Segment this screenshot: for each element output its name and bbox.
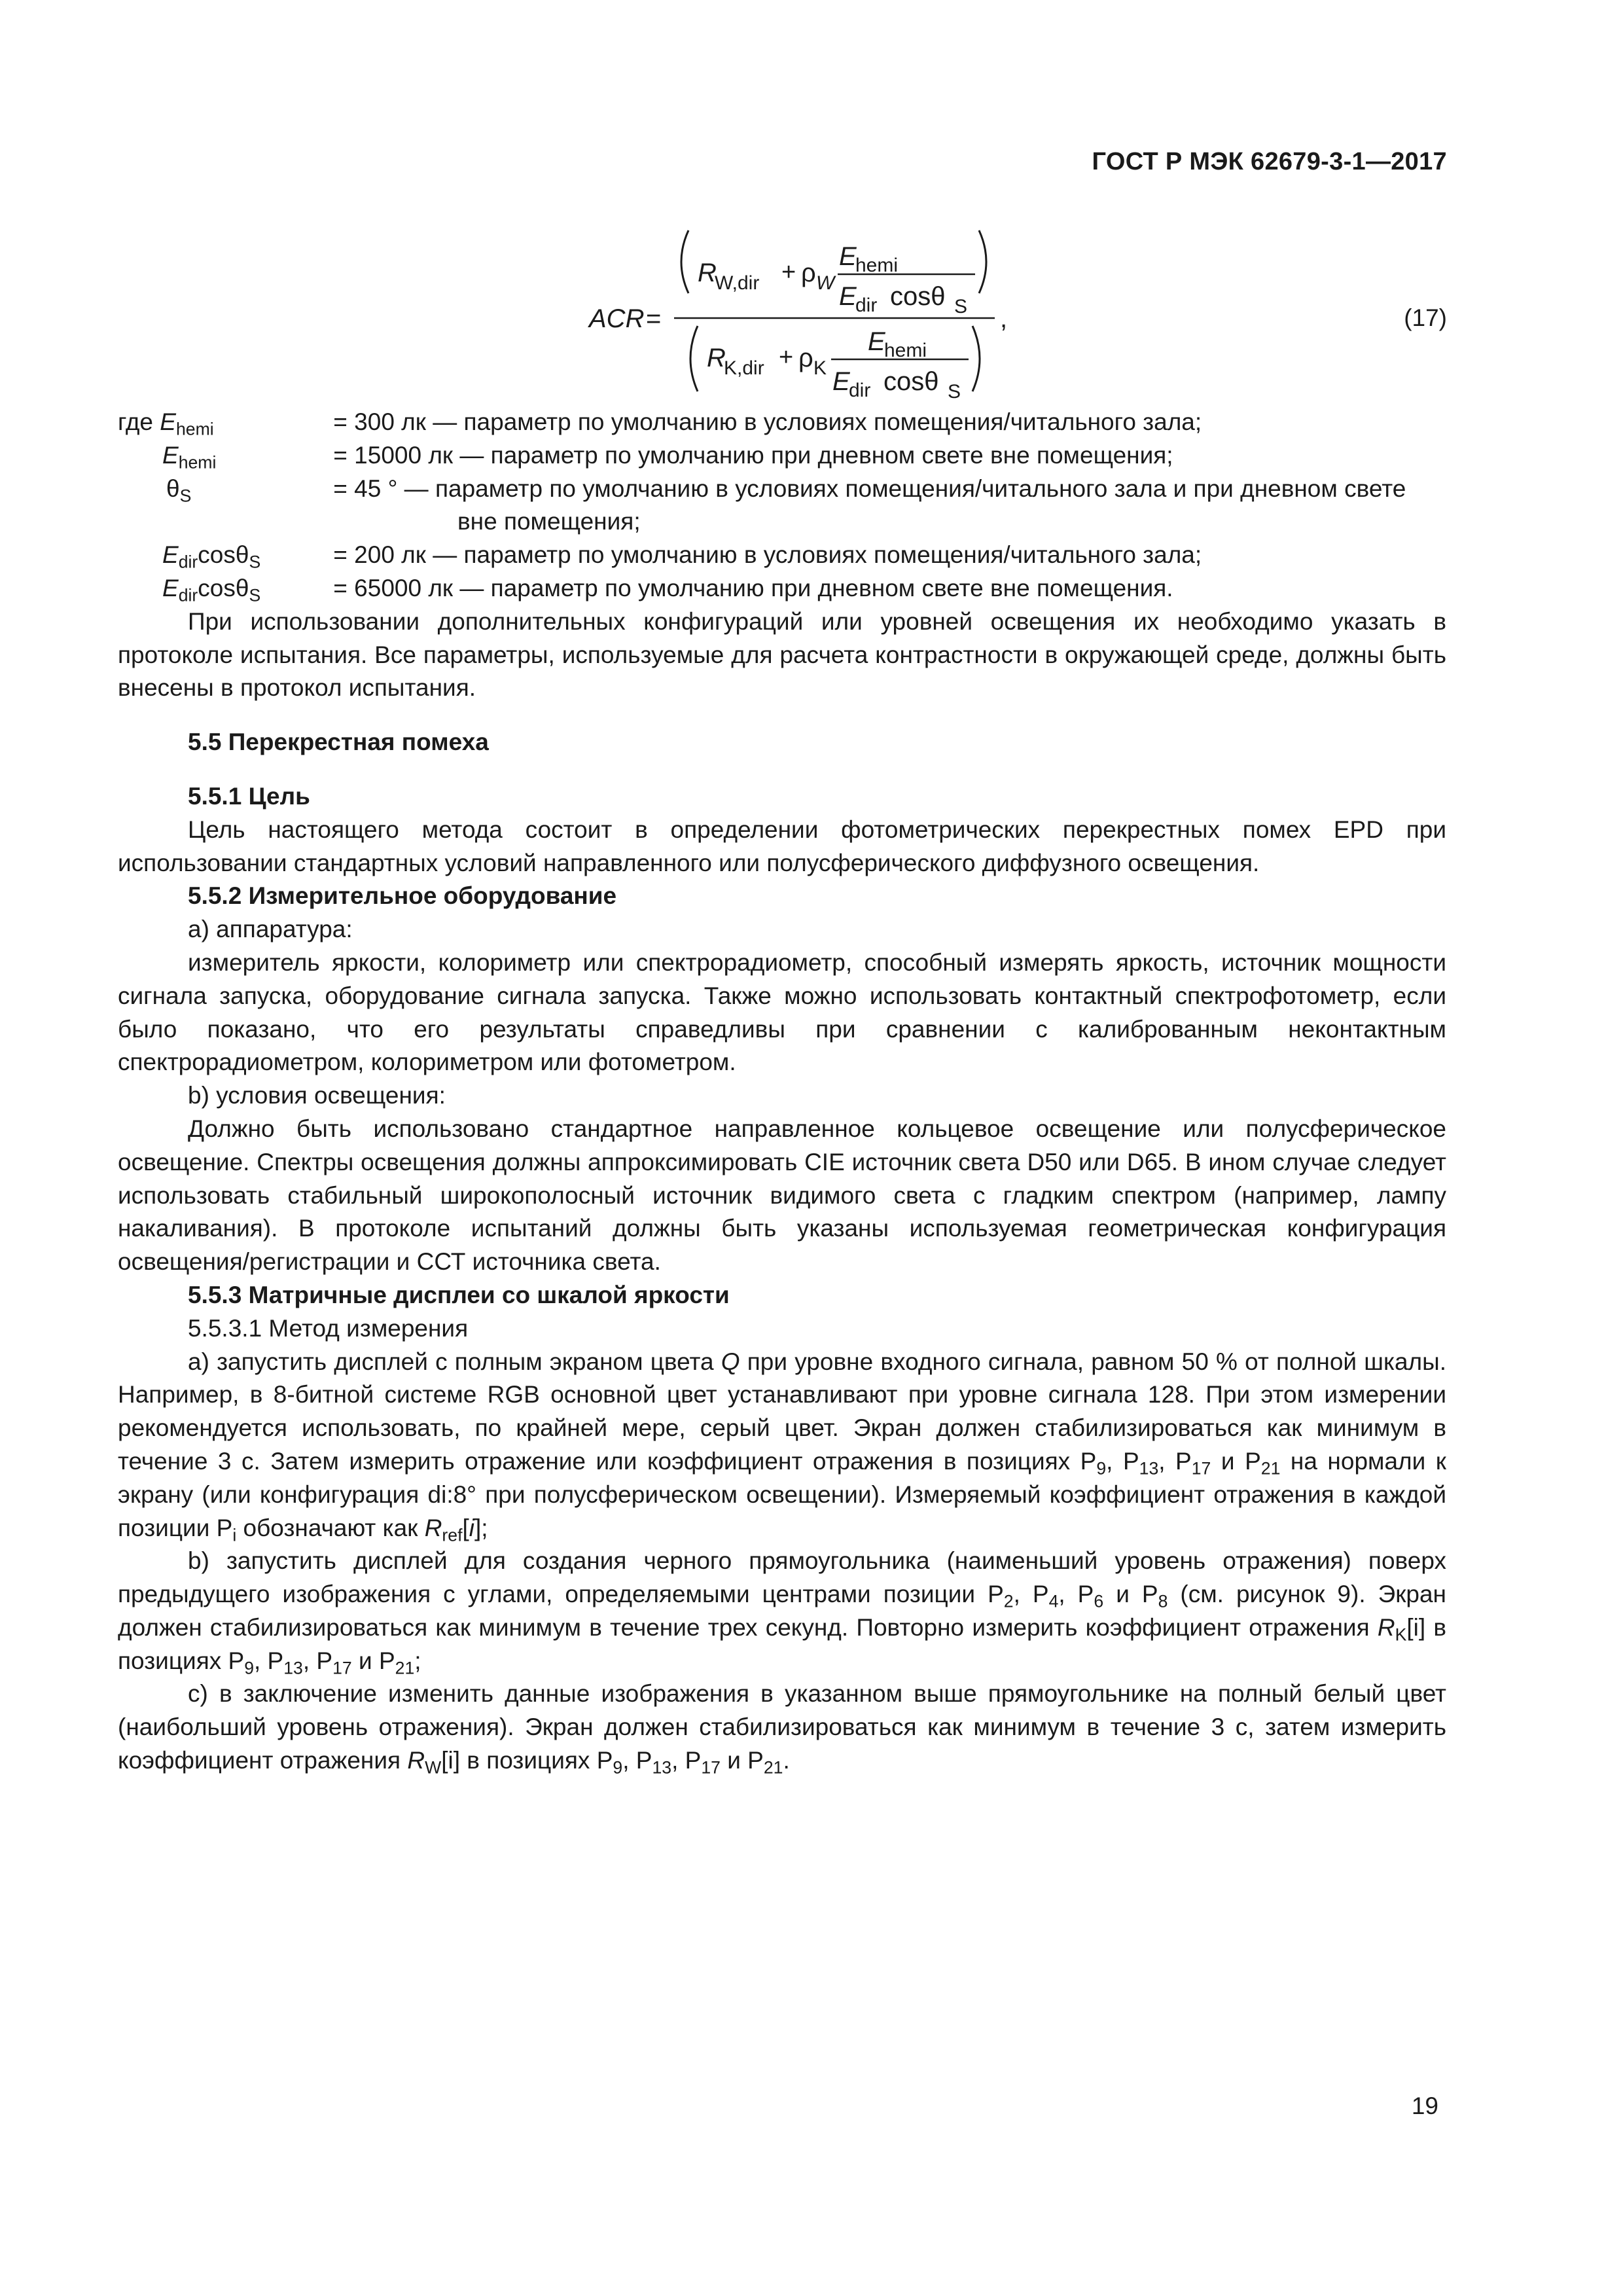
para-lighting: Должно быть использовано стандартное направленное кольцевое освещение или полусферическое освещение. Спектры освещения должны аппроксимировать CIE источник света D50 или D65. В ином случае следует использовать стабильный широкополосный источник видимого света с гладким спектром (например, лампу накаливания). В протоколе испытаний должны быть указаны используемая геометрическая конфигурация освещения/регистрации и ССТ источника света. — [118, 1115, 1446, 1276]
def-edir-indoor: $E_{dir}\cos\theta_S = 200$ лк — параметр по умолчанию в условиях помещения/читального зала; — [162, 541, 1202, 572]
num-frac-Edir-sub: dir — [855, 295, 878, 316]
den-rho: ρ — [798, 344, 813, 372]
item-a-apparatus: a) аппаратура: — [188, 916, 353, 943]
den-frac-cos-sub: S — [948, 381, 961, 403]
den-plus: + — [779, 344, 794, 371]
den-R: R — [707, 344, 726, 372]
num-R: R — [698, 259, 717, 287]
den-rho-sub: K — [813, 357, 827, 379]
den-R-sub: K,dir — [724, 357, 764, 379]
den-frac-cos: cosθ — [883, 367, 939, 396]
formula-comma: , — [1000, 304, 1008, 333]
body-text — [118, 406, 1446, 1778]
item-b-lighting: b) условия освещения: — [188, 1082, 446, 1109]
den-frac-E-sub: hemi — [884, 340, 927, 361]
num-frac-cos-sub: S — [954, 296, 968, 317]
num-frac-Edir: E — [839, 282, 857, 311]
num-R-sub: W,dir — [715, 272, 760, 294]
section-5-5-3-1-heading: 5.5.3.1 Метод измерения — [188, 1314, 469, 1342]
step-a: a) запустить дисплей с полным экраном цвета Q при уровне входного сигнала, равном 50 % от полной шкалы. Например, в 8-битной системе RGB основной цвет устанавливают при уровне сигнала 128. При этом измерении рекомендуется использовать, по крайней мере, серый цвет. Экран должен стабилизироваться как минимум в течение 3 с. Затем измерить отражение или коэффициент отражения в позициях $P_9$, $P_{13}$, $P_{17}$ и $P_{21}$ на нормали к экрану (или конфигурация di:8° при полусферическом освещении). Измеряемый коэффициент отражения в каждой позиции $P_i$ обозначают как $R_{ref}[i]$; — [118, 1348, 1446, 1545]
den-frac-Edir: E — [832, 367, 850, 396]
step-b: b) запустить дисплей для создания черного прямоугольника (наименьший уровень отражения) поверх предыдущего изображения с углами, определяемыми центрами позиции $P_2$, $P_4$, $P_6$ и $P_8$ (см. рисунок 9). Экран должен стабилизироваться как минимум в течение трех секунд. Повторно измерить коэффициент отражения $R_K[i]$ в позициях $P_9$, $P_{13}$, $P_{17}$ и $P_{21}$; — [118, 1547, 1446, 1678]
page-number: 19 — [1411, 2092, 1438, 2119]
num-left-paren — [681, 230, 688, 293]
para-goal: Цель настоящего метода состоит в определении фотометрических перекрестных помех EPD при использовании стандартных условий направленного или полусферического диффузного освещения. — [118, 816, 1446, 876]
section-5-5-2-heading: 5.5.2 Измерительное оборудование — [188, 882, 617, 910]
formula-equals: = — [646, 304, 662, 333]
den-right-paren — [972, 326, 980, 391]
equation-number: (17) — [1404, 304, 1447, 331]
section-5-5-3-heading: 5.5.3 Матричные дисплеи со шкалой яркости — [188, 1281, 730, 1308]
def-e-hemi-outdoor: $E_{hemi} = 15000$ лк — параметр по умолчанию при дневном свете вне помещения; — [162, 441, 1173, 473]
num-frac-E: E — [839, 242, 857, 271]
num-right-paren — [979, 230, 986, 293]
para-apparatus: измеритель яркости, колориметр или спектрорадиометр, способный измерять яркость, источник мощности сигнала запуска, оборудование сигнала запуска. Также можно использовать контактный спектрофотометр, если было показано, что его результаты справедливы при сравнении с калиброванным неконтактным спектрорадиометром, колориметром или фотометром. — [118, 948, 1446, 1076]
num-rho-sub: W — [816, 272, 835, 294]
section-5-5-1-heading: 5.5.1 Цель — [188, 782, 310, 810]
num-frac-E-sub: hemi — [855, 255, 899, 276]
def-edir-outdoor: $E_{dir}\cos\theta_S = 65000$ лк — параметр по умолчанию при дневном свете вне помещения. — [162, 574, 1173, 605]
def-e-hemi-indoor: где $E_{hemi} = 300$ лк — параметр по умолчанию в условиях помещения/читального зала; — [118, 408, 1202, 439]
num-frac-cos: cosθ — [890, 282, 946, 311]
formula-lhs: ACR — [589, 304, 645, 333]
num-plus: + — [781, 259, 796, 286]
section-5-5-heading: 5.5 Перекрестная помеха — [188, 728, 489, 756]
step-c: c) в заключение изменить данные изображения в указанном выше прямоугольнике на полный белый цвет (наибольший уровень отражения). Экран должен стабилизироваться как минимум в течение 3 с, затем измерить коэффициент отражения $R_W[i]$ в позициях $P_9$, $P_{13}$, $P_{17}$ и $P_{21}$. — [118, 1680, 1446, 1778]
den-left-paren — [690, 326, 698, 391]
num-rho: ρ — [801, 259, 816, 287]
acr-formula — [0, 0, 1623, 458]
den-frac-Edir-sub: dir — [849, 380, 871, 401]
den-frac-E: E — [868, 327, 885, 356]
para-configurations: При использовании дополнительных конфигураций или уровней освещения их необходимо указать в протоколе испытания. Все параметры, используемые для расчета контрастности в окружающей среде, должны быть внесены в протокол испытания. — [118, 607, 1446, 702]
def-theta-s: $\theta_S = 45$ ° — параметр по умолчанию в условиях помещения/читального зала и при дневном свете вне помещения; — [166, 475, 1406, 535]
document-header: ГОСТ Р МЭК 62679-3-1—2017 — [1092, 148, 1447, 175]
